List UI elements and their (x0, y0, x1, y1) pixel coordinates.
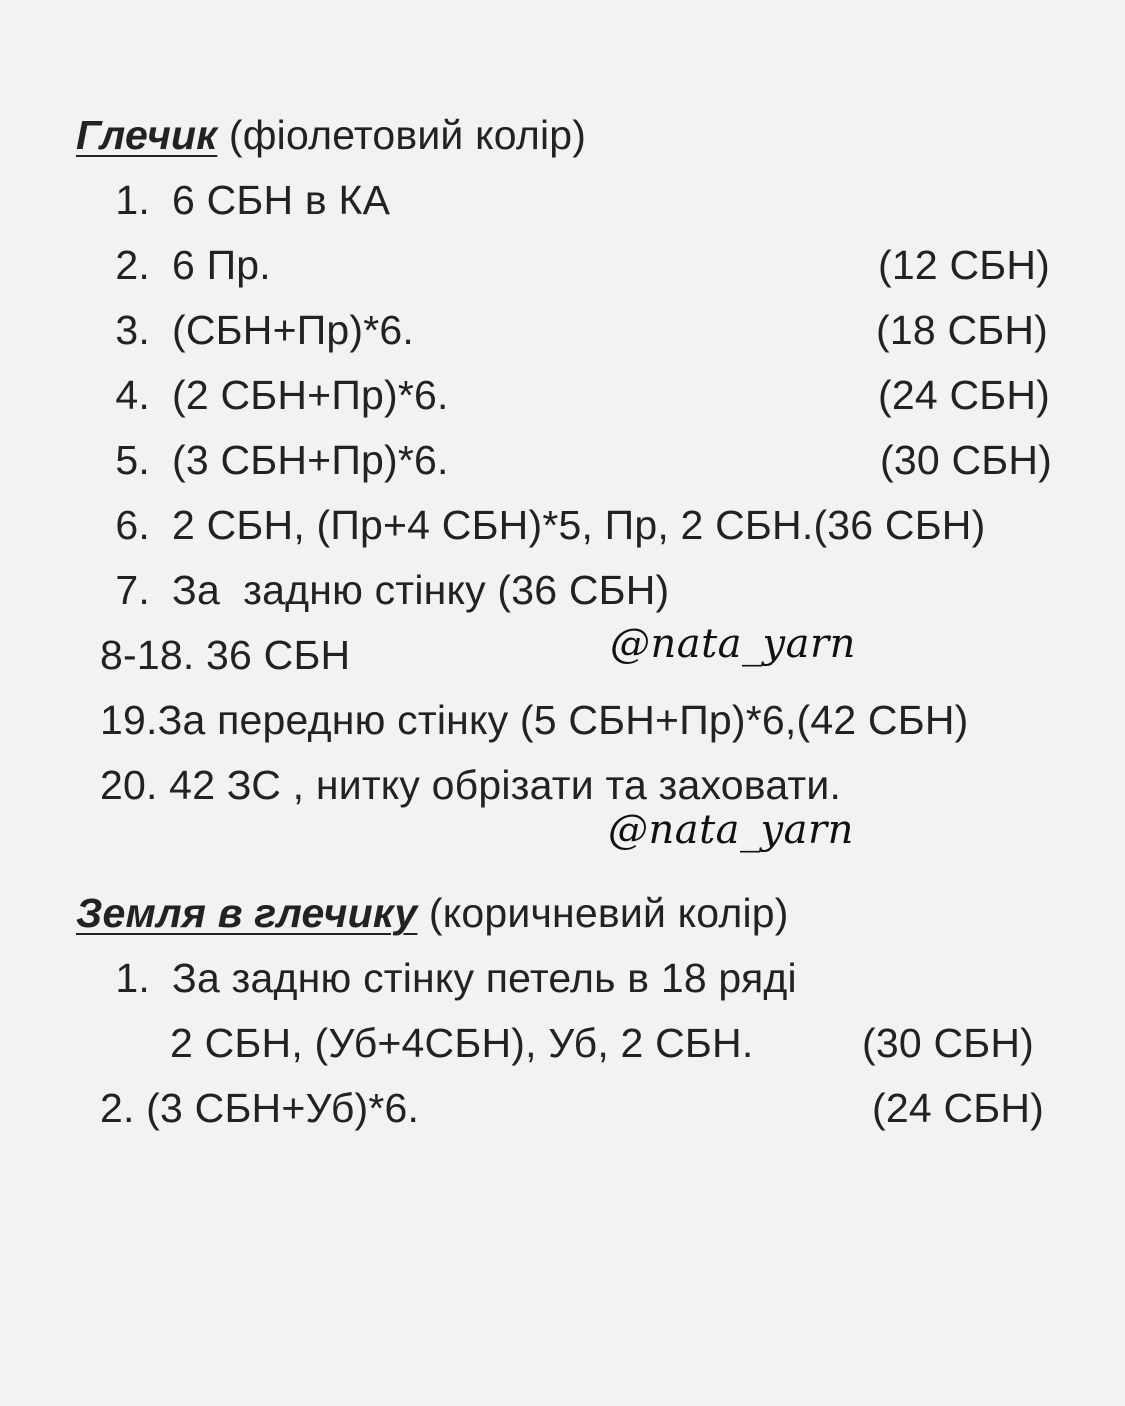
row-count: (30 СБН) (862, 1020, 1035, 1066)
row-text: (2 СБН+Пр)*6. (172, 372, 449, 418)
row-text: 2 СБН, (Пр+4 СБН)*5, Пр, 2 СБН.(36 СБН) (172, 502, 986, 548)
section1-row-19: 19.За передню стінку (5 СБН+Пр)*6,(42 СБН) (100, 697, 969, 743)
row-number: 1. (115, 177, 150, 223)
watermark-2: @nata_yarn (608, 807, 854, 853)
section1-title: Глечик (76, 112, 218, 158)
row-text: За задню стінку (36 СБН) (172, 567, 670, 613)
section1-heading (76, 110, 586, 160)
row-count: (18 СБН) (876, 307, 1049, 353)
row-count: (12 СБН) (878, 242, 1051, 288)
row-count: (24 СБН) (878, 372, 1051, 418)
row-number: 4. (115, 372, 150, 418)
row-text: 2 СБН, (Уб+4СБН), Уб, 2 СБН. (170, 1020, 754, 1066)
row-number: 3. (115, 307, 150, 353)
row-count: (24 СБН) (872, 1085, 1045, 1131)
section2-note: (коричневий колір) (417, 890, 789, 936)
row-text: 6 СБН в КА (172, 177, 391, 223)
row-text: За задню стінку петель в 18 ряді (172, 955, 797, 1001)
row-text: (СБН+Пр)*6. (172, 307, 414, 353)
section2-title: Земля в глечику (76, 890, 418, 936)
row-text: 6 Пр. (172, 242, 271, 288)
row-number: 2. (115, 242, 150, 288)
section1-row-8-18: 8-18. 36 СБН (100, 632, 351, 678)
row-number: 7. (115, 567, 150, 613)
row-text: 2. (3 СБН+Уб)*6. (100, 1085, 420, 1131)
row-number: 5. (115, 437, 150, 483)
section1-note: (фіолетовий колір) (217, 112, 587, 158)
row-count: (30 СБН) (880, 437, 1053, 483)
row-text: (3 СБН+Пр)*6. (172, 437, 449, 483)
row-number: 6. (115, 502, 150, 548)
section1-row-20: 20. 42 ЗС , нитку обрізати та заховати. (100, 762, 842, 808)
row-number: 1. (115, 955, 150, 1001)
watermark-1: @nata_yarn (610, 621, 856, 667)
section2-heading (76, 888, 789, 938)
